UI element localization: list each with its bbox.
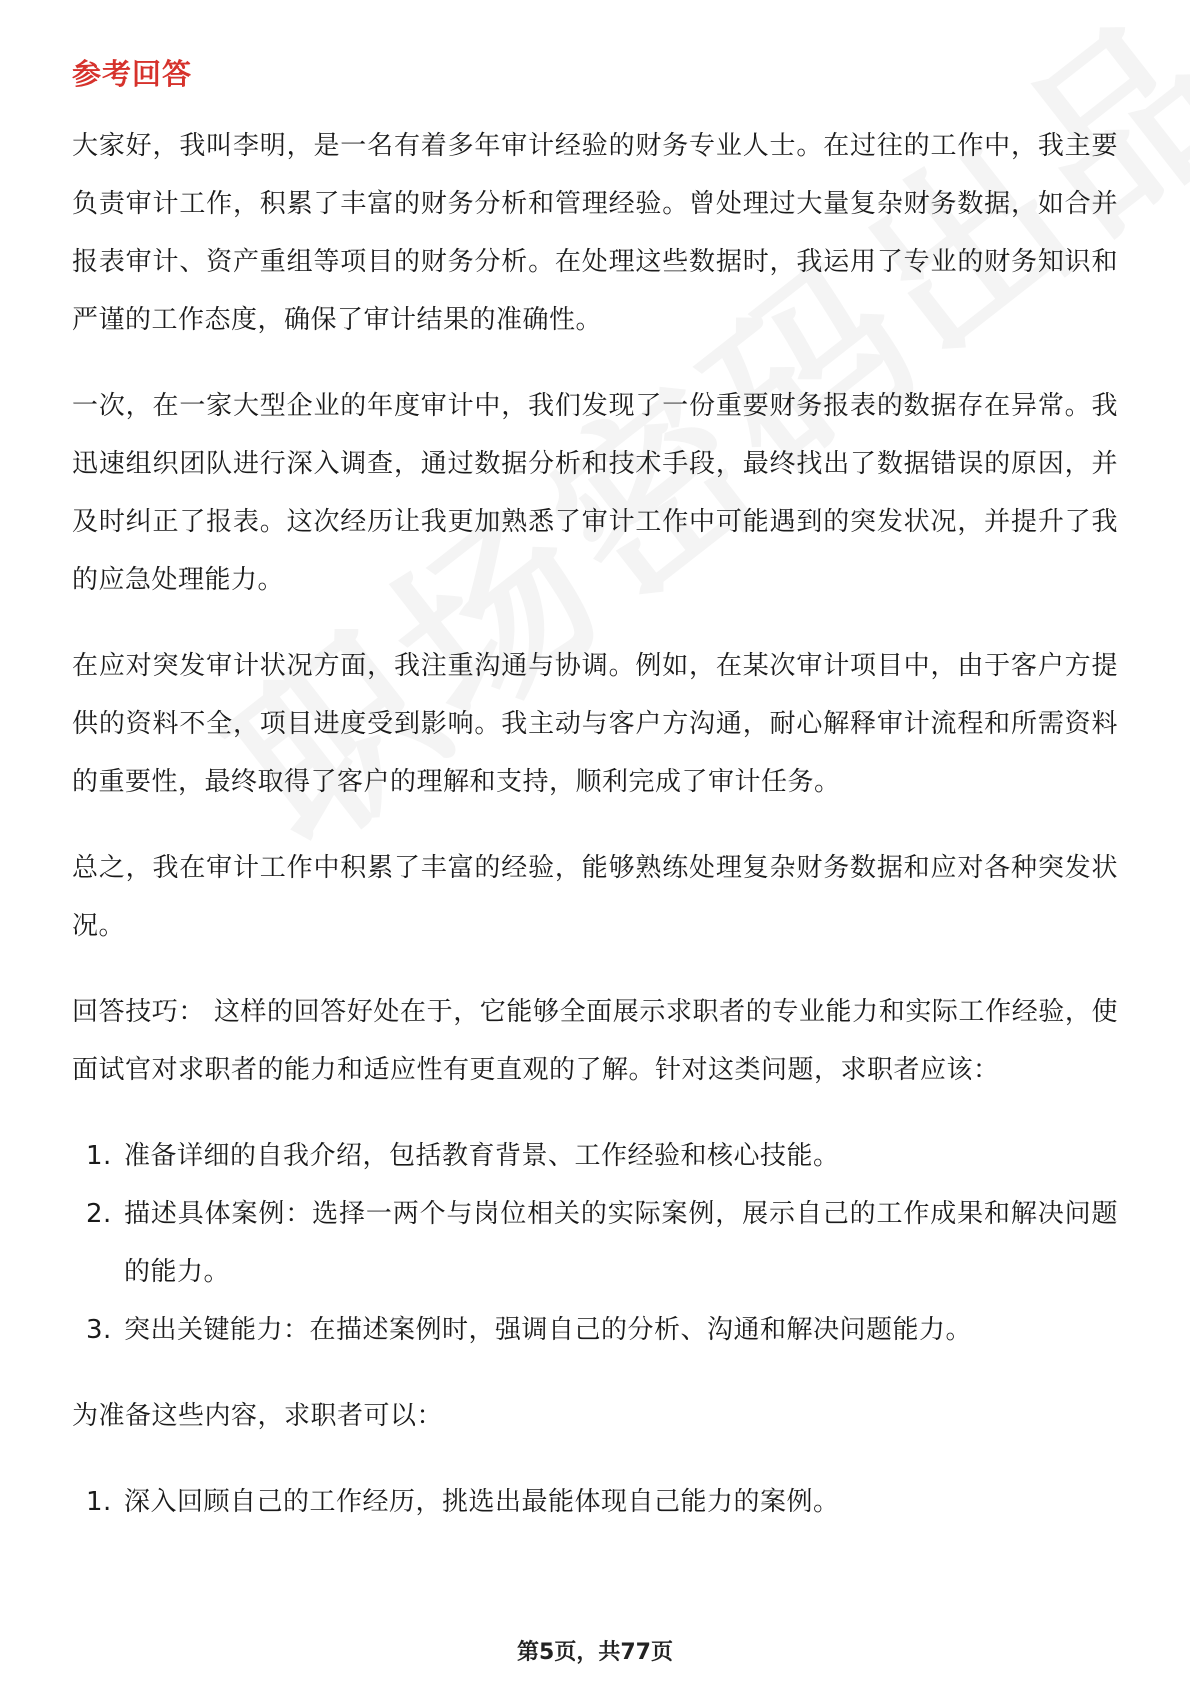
list-number: 1. (86, 1141, 112, 1171)
list-number: 2. (86, 1199, 112, 1229)
list-item-text: 准备详细的自我介绍，包括教育背景、工作经验和核心技能。 (124, 1141, 840, 1171)
paragraph-intro: 大家好，我叫李明，是一名有着多年审计经验的财务专业人士。在过往的工作中，我主要负责审计工作，积累了丰富的财务分析和管理经验。曾处理过大量复杂财务数据，如合并报表审计、资产重组等项目的财务分析。在处理这些数据时，我运用了专业的财务知识和严谨的工作态度，确保了审计结果的准确性。 (72, 131, 1118, 335)
list-number: 3. (86, 1315, 112, 1345)
list-item (72, 1473, 1118, 1531)
list-item-text: 突出关键能力：在描述案例时，强调自己的分析、沟通和解决问题能力。 (124, 1315, 973, 1345)
paragraph-summary: 总之，我在审计工作中积累了丰富的经验，能够熟练处理复杂财务数据和应对各种突发状况。 (72, 853, 1118, 941)
prep-list (72, 1473, 1118, 1531)
list-item (72, 1301, 1118, 1359)
main-content (72, 117, 1118, 1559)
paragraph-tips: 回答技巧： 这样的回答好处在于，它能够全面展示求职者的专业能力和实际工作经验，使面试官对求职者的能力和适应性有更直观的了解。针对这类问题，求职者应该： (72, 997, 1118, 1085)
list-item (72, 1127, 1118, 1185)
paragraph-communication: 在应对突发审计状况方面，我注重沟通与协调。例如，在某次审计项目中，由于客户方提供的资料不全，项目进度受到影响。我主动与客户方沟通，耐心解释审计流程和所需资料的重要性，最终取得了客户的理解和支持，顺利完成了审计任务。 (72, 651, 1118, 797)
section-heading: 参考回答 (72, 57, 193, 91)
paragraph-prep-intro: 为准备这些内容，求职者可以： (72, 1401, 444, 1431)
list-item (72, 1185, 1118, 1301)
page-number-footer: 第5页，共77页 (517, 1640, 673, 1665)
paragraph-incident: 一次，在一家大型企业的年度审计中，我们发现了一份重要财务报表的数据存在异常。我迅速组织团队进行深入调查，通过数据分析和技术手段，最终找出了数据错误的原因，并及时纠正了报表。这次经历让我更加熟悉了审计工作中可能遇到的突发状况，并提升了我的应急处理能力。 (72, 391, 1118, 595)
list-item-text: 描述具体案例：选择一两个与岗位相关的实际案例，展示自己的工作成果和解决问题的能力。 (124, 1199, 1118, 1287)
tips-list (72, 1127, 1118, 1359)
list-number: 1. (86, 1487, 112, 1517)
list-item-text: 深入回顾自己的工作经历，挑选出最能体现自己能力的案例。 (124, 1487, 840, 1517)
